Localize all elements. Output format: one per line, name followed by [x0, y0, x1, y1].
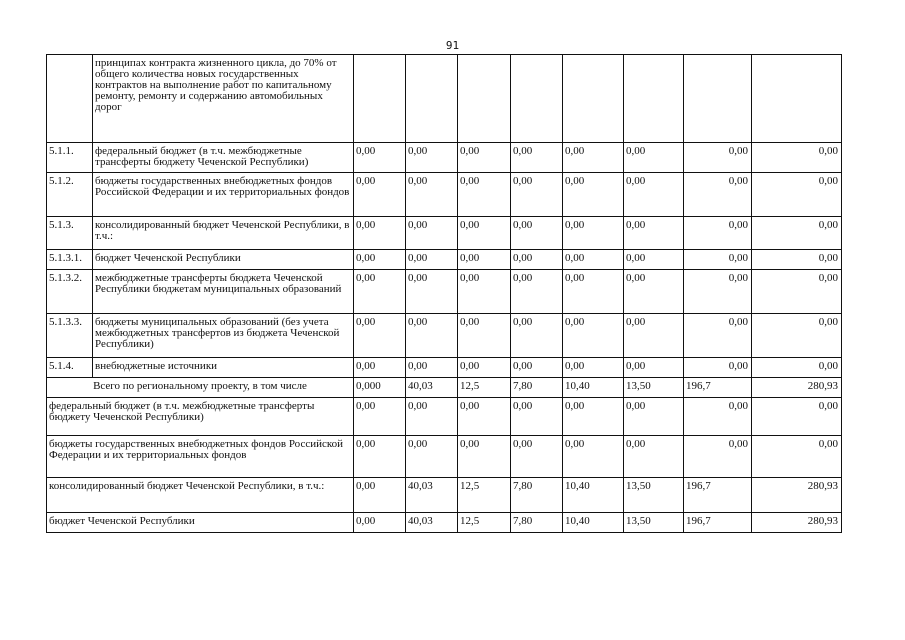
value-cell: [511, 55, 563, 143]
table-row: [47, 217, 842, 250]
value-cell: 0,00: [624, 436, 684, 478]
row-code: 5.1.3.2.: [47, 270, 93, 314]
value-cell: 13,50: [624, 478, 684, 513]
value-cell: 0,00: [511, 217, 563, 250]
value-cell: 0,00: [684, 173, 752, 217]
table-row: [47, 250, 842, 270]
total-label: Всего по региональному проекту, в том числе: [47, 378, 354, 398]
row-code: 5.1.4.: [47, 358, 93, 378]
value-cell: 0,00: [458, 314, 511, 358]
value-cell: 0,00: [624, 314, 684, 358]
value-cell: 0,00: [354, 250, 406, 270]
row-name: бюджеты государственных внебюджетных фондов Российской Федерации и их территориальных фондов: [93, 173, 354, 217]
budget-table: [46, 54, 842, 533]
value-cell: 0,00: [684, 250, 752, 270]
summary-row: [47, 478, 842, 513]
summary-row: [47, 398, 842, 436]
value-cell: 0,000: [354, 378, 406, 398]
value-cell: 0,00: [406, 143, 458, 173]
value-cell: 0,00: [406, 436, 458, 478]
value-cell: 196,7: [684, 478, 752, 513]
value-cell: 0,00: [458, 217, 511, 250]
value-cell: 0,00: [354, 314, 406, 358]
value-cell: 0,00: [354, 270, 406, 314]
summary-name: бюджеты государственных внебюджетных фондов Российской Федерации и их территориальных фондов: [47, 436, 354, 478]
summary-name: бюджет Чеченской Республики: [47, 513, 354, 533]
row-name: межбюджетные трансферты бюджета Чеченской Республики бюджетам муниципальных образований: [93, 270, 354, 314]
value-cell: 0,00: [752, 436, 842, 478]
value-cell: 0,00: [752, 217, 842, 250]
value-cell: 0,00: [354, 436, 406, 478]
value-cell: 196,7: [684, 513, 752, 533]
value-cell: 0,00: [684, 270, 752, 314]
value-cell: 0,00: [511, 436, 563, 478]
value-cell: 0,00: [684, 143, 752, 173]
row-code: 5.1.2.: [47, 173, 93, 217]
value-cell: 0,00: [354, 217, 406, 250]
value-cell: 0,00: [624, 398, 684, 436]
row-code: 5.1.1.: [47, 143, 93, 173]
value-cell: 280,93: [752, 378, 842, 398]
value-cell: 0,00: [684, 217, 752, 250]
value-cell: 0,00: [406, 217, 458, 250]
value-cell: 0,00: [752, 358, 842, 378]
value-cell: 0,00: [458, 143, 511, 173]
value-cell: 0,00: [354, 358, 406, 378]
value-cell: 0,00: [624, 173, 684, 217]
value-cell: 0,00: [458, 436, 511, 478]
table-row: [47, 143, 842, 173]
summary-name: консолидированный бюджет Чеченской Республики, в т.ч.:: [47, 478, 354, 513]
value-cell: 0,00: [511, 143, 563, 173]
value-cell: 0,00: [752, 398, 842, 436]
value-cell: 0,00: [624, 217, 684, 250]
value-cell: 0,00: [354, 513, 406, 533]
value-cell: 0,00: [458, 358, 511, 378]
value-cell: 0,00: [563, 173, 624, 217]
value-cell: 0,00: [624, 270, 684, 314]
value-cell: 0,00: [752, 143, 842, 173]
value-cell: 10,40: [563, 378, 624, 398]
summary-row: [47, 436, 842, 478]
value-cell: 0,00: [624, 250, 684, 270]
value-cell: 0,00: [406, 358, 458, 378]
value-cell: 0,00: [563, 314, 624, 358]
value-cell: 0,00: [511, 173, 563, 217]
row-name: принципах контракта жизненного цикла, до 70% от общего количества новых государственных контрактов на выполнение работ по капитальному ремонту, ремонту и содержанию автомобильных дорог: [93, 55, 354, 143]
table-row: [47, 173, 842, 217]
row-name: бюджет Чеченской Республики: [93, 250, 354, 270]
value-cell: 0,00: [684, 436, 752, 478]
summary-row: [47, 513, 842, 533]
value-cell: 0,00: [406, 250, 458, 270]
value-cell: 0,00: [563, 358, 624, 378]
table-row: [47, 358, 842, 378]
value-cell: 0,00: [406, 398, 458, 436]
value-cell: 0,00: [624, 358, 684, 378]
value-cell: 0,00: [684, 314, 752, 358]
value-cell: 12,5: [458, 378, 511, 398]
value-cell: 0,00: [684, 398, 752, 436]
row-code: 5.1.3.1.: [47, 250, 93, 270]
value-cell: 0,00: [563, 217, 624, 250]
value-cell: 12,5: [458, 478, 511, 513]
value-cell: 280,93: [752, 478, 842, 513]
row-name: бюджеты муниципальных образований (без учета межбюджетных трансфертов из бюджета Чеченской Республики): [93, 314, 354, 358]
value-cell: 0,00: [684, 358, 752, 378]
row-name: федеральный бюджет (в т.ч. межбюджетные трансферты бюджету Чеченской Республики): [93, 143, 354, 173]
value-cell: 0,00: [458, 270, 511, 314]
value-cell: 0,00: [563, 250, 624, 270]
value-cell: 0,00: [511, 314, 563, 358]
row-code: [47, 55, 93, 143]
summary-name: федеральный бюджет (в т.ч. межбюджетные трансферты бюджету Чеченской Республики): [47, 398, 354, 436]
value-cell: 0,00: [624, 143, 684, 173]
value-cell: 0,00: [752, 173, 842, 217]
value-cell: [752, 55, 842, 143]
value-cell: 0,00: [406, 173, 458, 217]
value-cell: 0,00: [458, 173, 511, 217]
value-cell: 7,80: [511, 478, 563, 513]
value-cell: 13,50: [624, 513, 684, 533]
value-cell: 280,93: [752, 513, 842, 533]
value-cell: [563, 55, 624, 143]
value-cell: [458, 55, 511, 143]
value-cell: 7,80: [511, 378, 563, 398]
value-cell: 0,00: [458, 250, 511, 270]
value-cell: 0,00: [511, 398, 563, 436]
value-cell: 0,00: [354, 173, 406, 217]
value-cell: 0,00: [354, 143, 406, 173]
value-cell: [406, 55, 458, 143]
value-cell: 12,5: [458, 513, 511, 533]
value-cell: 0,00: [563, 143, 624, 173]
value-cell: 0,00: [563, 398, 624, 436]
value-cell: 0,00: [563, 270, 624, 314]
table-row: [47, 55, 842, 143]
value-cell: 0,00: [406, 270, 458, 314]
value-cell: 13,50: [624, 378, 684, 398]
value-cell: 0,00: [511, 250, 563, 270]
value-cell: 0,00: [752, 314, 842, 358]
value-cell: 0,00: [511, 358, 563, 378]
value-cell: 40,03: [406, 513, 458, 533]
value-cell: 0,00: [511, 270, 563, 314]
value-cell: 10,40: [563, 478, 624, 513]
value-cell: 196,7: [684, 378, 752, 398]
value-cell: 0,00: [406, 314, 458, 358]
value-cell: 7,80: [511, 513, 563, 533]
row-name: внебюджетные источники: [93, 358, 354, 378]
page-number: 91: [445, 39, 460, 52]
table-row: [47, 270, 842, 314]
value-cell: 0,00: [752, 270, 842, 314]
total-row: [47, 378, 842, 398]
row-code: 5.1.3.: [47, 217, 93, 250]
value-cell: [354, 55, 406, 143]
value-cell: [624, 55, 684, 143]
value-cell: 0,00: [354, 478, 406, 513]
value-cell: 0,00: [752, 250, 842, 270]
value-cell: 40,03: [406, 378, 458, 398]
table-row: [47, 314, 842, 358]
row-code: 5.1.3.3.: [47, 314, 93, 358]
value-cell: 10,40: [563, 513, 624, 533]
row-name: консолидированный бюджет Чеченской Республики, в т.ч.:: [93, 217, 354, 250]
value-cell: 0,00: [563, 436, 624, 478]
value-cell: 40,03: [406, 478, 458, 513]
value-cell: 0,00: [354, 398, 406, 436]
value-cell: 0,00: [458, 398, 511, 436]
value-cell: [684, 55, 752, 143]
